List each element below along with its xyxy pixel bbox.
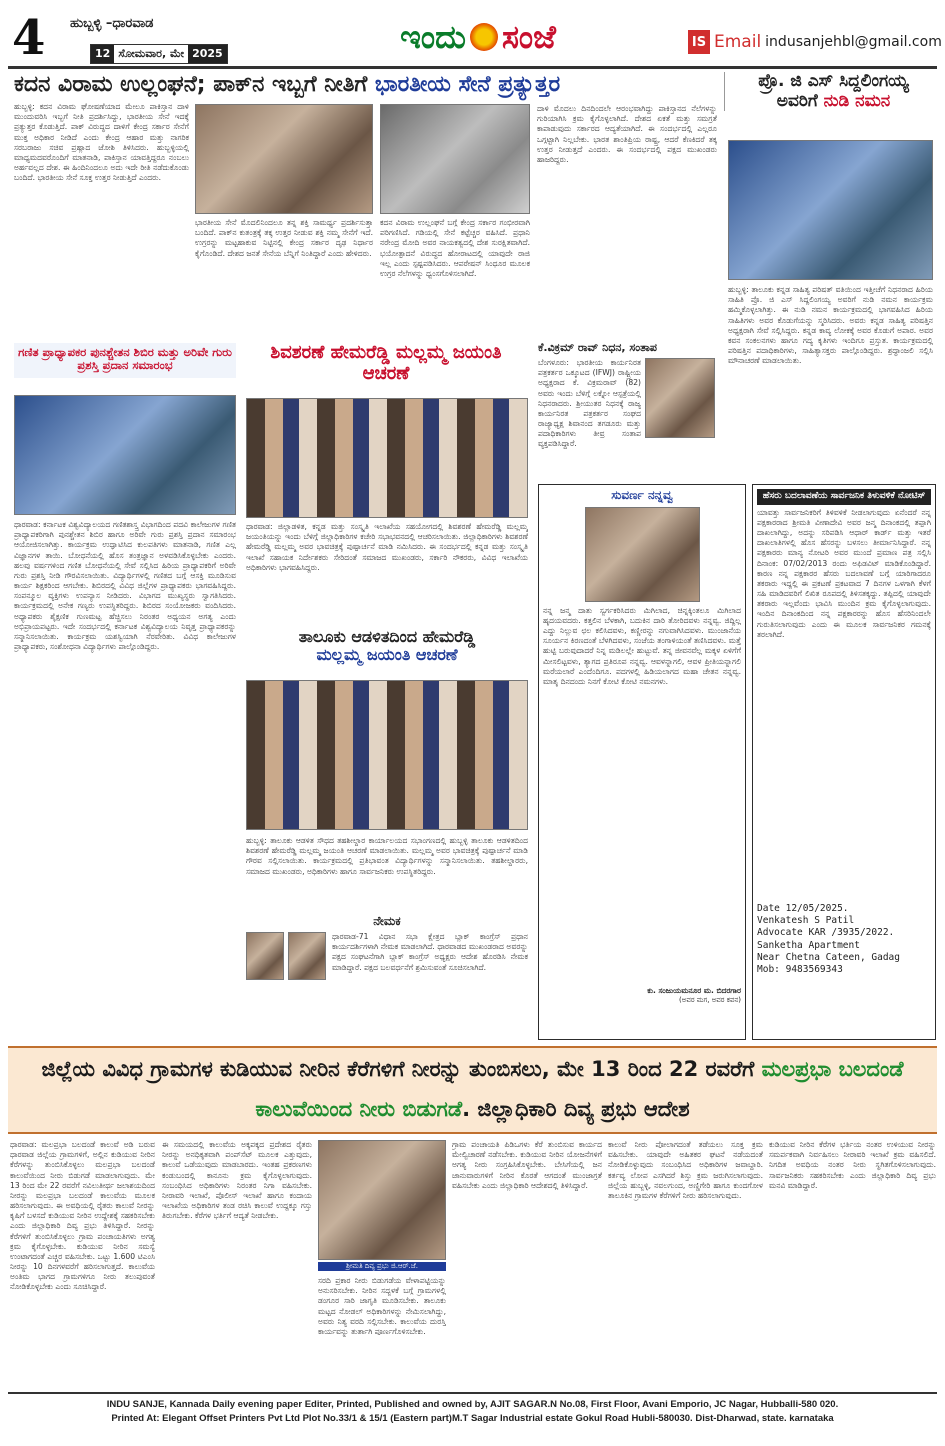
appointment-body: ಧಾರವಾಡ-71 ವಿಧಾನ ಸಭಾ ಕ್ಷೇತ್ರದ ಬ್ಲಾಕ್ ಕಾಂಗ್ರೆಸ್ ಪ್ರಧಾನ ಕಾರ್ಯದರ್ಶಿಗಳಾಗಿ ನೇಮಕ ಮಾಡಲಾಗಿದೆ. ಧಾರವಾಡದ ಮುಖಂಡರಾದ ಅವರನ್ನು ಪಕ್ಷದ ಸಂಘಟನೆಗಾಗಿ ಬ್ಲಾಕ್ ಕಾಂಗ್ರೆಸ್ ಅಧ್ಯಕ್ಷರು ಆದೇಶ ಹೊರಡಿಸಿ ನೇಮಕ ಮಾಡಿದ್ದಾರೆ. ಪಕ್ಷದ ಬಲವರ್ಧನೆಗೆ ಶ್ರಮಿಸುವಂತೆ ಸೂಚಿಸಲಾಗಿದೆ. (332, 932, 528, 972)
hemareddy1-headline-part2: ಹೇಮರೆಡ್ಡಿ ಮಲ್ಲಮ್ಮ ಜಯಂತಿ ಆಚರಣೆ (330, 342, 502, 384)
collector-photo-caption: ಶ್ರೀಮತಿ ದಿವ್ಯ ಪ್ರಭು ಜಿ.ಆರ್.ಜೆ. (318, 1262, 446, 1271)
masthead (378, 18, 578, 56)
masthead-text-1: ಇಂದು (400, 17, 466, 56)
hemareddy2-body: ಹುಬ್ಬಳ್ಳಿ: ತಾಲೂಕು ಆಡಳಿತ ಸೌಧದ ತಹಶೀಲ್ದಾರ ಕಾರ್ಯಾಲಯದ ಸಭಾಂಗಣದಲ್ಲಿ ಹುಬ್ಬಳ್ಳಿ ತಾಲೂಕು ಆಡಳಿತದಿಂದ ಶಿವಶರಣೆ ಹೇಮರೆಡ್ಡಿ ಮಲ್ಲಮ್ಮ ಜಯಂತಿ ಆಚರಣೆ ಮಾಡಲಾಯಿತು. ಮಲ್ಲಮ್ಮ ಅವರ ಭಾವಚಿತ್ರಕ್ಕೆ ಪುಷ್ಪಾರ್ಚನೆ ಮಾಡಿ ಗೌರವ ಸಲ್ಲಿಸಲಾಯಿತು. ಕಾರ್ಯಕ್ರಮದಲ್ಲಿ ಪ್ರತಿಭಾವಂತ ವಿದ್ಯಾರ್ಥಿಗಳನ್ನು ಸನ್ಮಾನಿಸಲಾಯಿತು. ತಹಶೀಲ್ದಾರರು, ಸಮಾಜದ ಮುಖಂಡರು, ಅಧಿಕಾರಿಗಳು ಹಾಗೂ ಸಾರ್ವಜನಿಕರು ಉಪಸ್ಥಿತರಿದ್ದರು. (246, 836, 528, 876)
poem-photo (585, 507, 700, 602)
obituary-body: ಬೆಂಗಳೂರು: ಭಾರತೀಯ ಕಾರ್ಯನಿರತ ಪತ್ರಕರ್ತರ ಒಕ್ಕೂಟದ (IFWJ) ರಾಷ್ಟ್ರೀಯ ಅಧ್ಯಕ್ಷರಾದ ಕೆ. ವಿಕ್ರಮರಾವ್ (82) ಅವರು ಇಂದು ಬೆಳಿಗ್ಗೆ ಲಕ್ನೋ ಆಸ್ಪತ್ರೆಯಲ್ಲಿ ನಿಧನರಾದರು. ಶ್ರೀಯುತರ ನಿಧನಕ್ಕೆ ರಾಜ್ಯ ಕಾರ್ಯನಿರತ ಪತ್ರಕರ್ತರ ಸಂಘದ ರಾಜ್ಯಾಧ್ಯಕ್ಷ ಶಿವಾನಂದ ತಗಡೂರು ಮತ್ತು ಪದಾಧಿಕಾರಿಗಳು ತೀವ್ರ ಸಂತಾಪ ವ್ಯಕ್ತಪಡಿಸಿದ್ದಾರೆ. (538, 358, 641, 449)
notice-address-1: Sanketha Apartment (757, 939, 860, 951)
issue-year: 2025 (188, 45, 227, 63)
notice-date: Date 12/05/2025. (757, 902, 849, 914)
appointee-photo-1 (246, 932, 284, 980)
poem-author: ಕು. ಸಂಜುಯಮನೂರ ಮ. ಬಿದರಗಾರ (647, 985, 741, 995)
lead-headline-part1: ಕದನ ವಿರಾಮ ಉಲ್ಲಂಘನೆ; ಪಾಕ್‌ನ ಇಬ್ಬಗೆ ನೀತಿಗೆ (14, 72, 368, 97)
math-photo (14, 395, 236, 515)
tribute-body: ಹುಬ್ಬಳ್ಳಿ: ತಾಲೂಕು ಕನ್ನಡ ಸಾಹಿತ್ಯ ಪರಿಷತ್ ವತಿಯಿಂದ ಇತ್ತೀಚೆಗೆ ನಿಧನರಾದ ಹಿರಿಯ ಸಾಹಿತಿ ಪ್ರೊ. ಜಿ ಎಸ್ ಸಿದ್ದಲಿಂಗಯ್ಯ ಅವರಿಗೆ ನುಡಿ ನಮನ ಕಾರ್ಯಕ್ರಮ ಹಮ್ಮಿಕೊಳ್ಳಲಾಗಿತ್ತು. ಈ ನುಡಿ ನಮನ ಕಾರ್ಯಕ್ರಮದಲ್ಲಿ ಭಾಗವಹಿಸಿದ ಹಿರಿಯ ಸಾಹಿತಿಗಳು ಅವರ ಕೊಡುಗೆಯನ್ನು ಸ್ಮರಿಸಿದರು. ಅವರು ಕನ್ನಡ ಸಾಹಿತ್ಯ ಪರಿಷತ್ತಿನ ಅಧ್ಯಕ್ಷರಾಗಿ ಸೇವೆ ಸಲ್ಲಿಸಿದ್ದರು. ಕನ್ನಡ ಕಾವ್ಯ ಲೋಕಕ್ಕೆ ಅವರ ಕೊಡುಗೆ ಅಪಾರ. ಅವರ ಕವನ ಸಂಕಲನಗಳು ಹಾಗೂ ಗದ್ಯ ಕೃತಿಗಳು ಇಂದಿಗೂ ಪ್ರಸ್ತುತ. ಕಾರ್ಯಕ್ರಮದಲ್ಲಿ ಪರಿಷತ್ತಿನ ಪದಾಧಿಕಾರಿಗಳು, ಸಾಹಿತ್ಯಾಸಕ್ತರು ಪಾಲ್ಗೊಂಡಿದ್ದರು. ಶ್ರದ್ಧಾಂಜಲಿ ಸಲ್ಲಿಸಿ ಮೌನಾಚರಣೆ ಮಾಡಲಾಯಿತು. (728, 285, 933, 366)
tribute-headline-line2 (731, 92, 936, 112)
notice-signatory: Venkatesh S Patil (757, 915, 855, 927)
water-column-6: ಕುಡಿಯುವ ನೀರಿನ ಕೆರೆಗಳ ಭರ್ತಿಯ ನಂತರ ಉಳಿಯುವ ನೀರನ್ನು ಸಮರ್ಪಕವಾಗಿ ನಿರ್ವಹಿಸಲು ನೀರಾವರಿ ಇಲಾಖೆ ಕ್ರಮ ವಹಿಸಲಿದೆ. ನಿಗದಿತ ಅವಧಿಯ ನಂತರ ನೀರು ಸ್ಥಗಿತಗೊಳಿಸಲಾಗುವುದು. ಸಾರ್ವಜನಿಕರು ಸಹಕರಿಸಬೇಕು ಎಂದು ಜಿಲ್ಲಾಧಿಕಾರಿ ದಿವ್ಯ ಪ್ರಭು ಮನವಿ ಮಾಡಿದ್ದಾರೆ. (769, 1140, 936, 1190)
poem-box (538, 484, 746, 1040)
hemareddy2-headline (246, 628, 528, 665)
hemareddy1-headline-part1: ಶಿವಶರಣೆ (270, 342, 331, 363)
notice-headline: ಹೆಸರು ಬದಲಾವಣೆಯ ಸಾರ್ವಜನಿಕ ತಿಳುವಳಿಕೆ ನೋಟಿಸ್ (757, 489, 931, 505)
sun-icon (470, 23, 498, 51)
water-headline-part2: ಮಲಪ್ರಭಾ ಬಲದಂಡೆ ಕಾಲುವೆಯಿಂದ ನೀರು ಬಿಡುಗಡೆ (255, 1057, 904, 1121)
page-number: 4 (12, 10, 46, 66)
lead-column-1: ಹುಬ್ಬಳ್ಳಿ: ಕದನ ವಿರಾಮ ಘೋಷಣೆಯಾದ ಮೇಲೂ ಪಾಕಿಸ್ತಾನ ದಾಳಿ ಮುಂದುವರಿಸಿ ಇಬ್ಬಗೆ ನೀತಿ ಪ್ರದರ್ಶಿಸಿದ್ದು, ಭಾರತೀಯ ಸೇನೆ ಇದಕ್ಕೆ ಪ್ರತ್ಯುತ್ತರ ಕೊಡುತ್ತಿದೆ. ಪಾಕ್ ವಿರುದ್ಧದ ದಾಳಿಗೆ ಕೇಂದ್ರ ಸರ್ಕಾರ ಸೇನೆಗೆ ಮುಕ್ತ ಅಧಿಕಾರ ನೀಡಿದೆ ಎಂದು ಕೇಂದ್ರ ಆಹಾರ ಮತ್ತು ನಾಗರಿಕ ಸರಬರಾಜು ಸಚಿವ ಪ್ರಹ್ಲಾದ ಜೋಶಿ ತಿಳಿಸಿದರು. ಹುಬ್ಬಳ್ಳಿಯಲ್ಲಿ ಮಾಧ್ಯಮದವರೊಂದಿಗೆ ಮಾತನಾಡಿ, ಪಾಕಿಸ್ತಾನ ಯಾವತ್ತಿದ್ದರೂ ನಂಬಲು ಅರ್ಹವಲ್ಲದ ದೇಶ. ಈ ಹಿಂದಿನಿಂದಲೂ ಅದು ಇದೇ ರೀತಿ ನಡೆದುಕೊಂಡು ಬಂದಿದೆ. ಭಾರತೀಯ ಸೇನೆ ಸೂಕ್ತ ಉತ್ತರ ನೀಡುತ್ತಿದೆ ಎಂದರು. (14, 102, 189, 183)
math-body: ಧಾರವಾಡ: ಕರ್ನಾಟಕ ವಿಶ್ವವಿದ್ಯಾಲಯದ ಗಣಿತಶಾಸ್ತ್ರ ವಿಭಾಗದಿಂದ ಪದವಿ ಕಾಲೇಜುಗಳ ಗಣಿತ ಪ್ರಾಧ್ಯಾಪಕರಿಗಾಗಿ ಪುನಶ್ಚೇತನ ಶಿಬಿರ ಹಾಗೂ ಅರಿವೇ ಗುರು ಪ್ರಶಸ್ತಿ ಪ್ರದಾನ ಸಮಾರಂಭ ಆಯೋಜಿಸಲಾಗಿತ್ತು. ಕಾರ್ಯಕ್ರಮ ಉದ್ಘಾಟಿಸಿದ ಕುಲಪತಿಗಳು ಮಾತನಾಡಿ, ಗಣಿತ ಎಲ್ಲ ವಿಜ್ಞಾನಗಳ ತಾಯಿ. ಬೋಧನೆಯಲ್ಲಿ ಹೊಸ ತಂತ್ರಜ್ಞಾನ ಅಳವಡಿಸಿಕೊಳ್ಳಬೇಕು ಎಂದರು. ಹಲವು ವರ್ಷಗಳಿಂದ ಗಣಿತ ಬೋಧನೆಯಲ್ಲಿ ಸೇವೆ ಸಲ್ಲಿಸಿದ ಹಿರಿಯ ಪ್ರಾಧ್ಯಾಪಕರಿಗೆ ಅರಿವೇ ಗುರು ಪ್ರಶಸ್ತಿ ನೀಡಿ ಗೌರವಿಸಲಾಯಿತು. ವಿದ್ಯಾರ್ಥಿಗಳಲ್ಲಿ ಗಣಿತದ ಬಗ್ಗೆ ಆಸಕ್ತಿ ಮೂಡಿಸುವ ಕಾರ್ಯ ಶಿಕ್ಷಕರಿಂದ ಆಗಬೇಕು. ಶಿಬಿರದಲ್ಲಿ ವಿವಿಧ ಜಿಲ್ಲೆಗಳ ಪ್ರಾಧ್ಯಾಪಕರು ಭಾಗವಹಿಸಿದ್ದರು. ಸಂಪನ್ಮೂಲ ವ್ಯಕ್ತಿಗಳು ಉಪನ್ಯಾಸ ನೀಡಿದರು. ವಿಭಾಗದ ಮುಖ್ಯಸ್ಥರು ಸ್ವಾಗತಿಸಿದರು. ಕಾರ್ಯಕ್ರಮದಲ್ಲಿ ಅನೇಕ ಗಣ್ಯರು ಉಪಸ್ಥಿತರಿದ್ದರು. ಶಿಬಿರದ ಸಂಯೋಜಕರು ವಂದಿಸಿದರು. ಅಧ್ಯಾಪಕರು ಶೈಕ್ಷಣಿಕ ಗುಣಮಟ್ಟ ಹೆಚ್ಚಿಸಲು ನಿರಂತರ ಅಧ್ಯಯನ ಅಗತ್ಯ ಎಂದು ಅಭಿಪ್ರಾಯಪಟ್ಟರು. ಇದೇ ಸಂದರ್ಭದಲ್ಲಿ ಕರ್ನಾಟಕ ವಿಶ್ವವಿದ್ಯಾಲಯ ನಿವೃತ್ತ ಪ್ರಾಧ್ಯಾಪಕರನ್ನು ಸನ್ಮಾನಿಸಲಾಯಿತು. ಕಾರ್ಯಕ್ರಮ ಯಶಸ್ವಿಯಾಗಿ ನೆರವೇರಿತು. ವಿವಿಧ ಕಾಲೇಜುಗಳ ಪ್ರಾಧ್ಯಾಪಕರು, ಸಂಶೋಧನಾ ವಿದ್ಯಾರ್ಥಿಗಳು ಪಾಲ್ಗೊಂಡಿದ್ದರು. (14, 520, 236, 652)
header-rule (8, 66, 937, 69)
water-column-2: ಈ ಸಮಯದಲ್ಲಿ ಕಾಲುವೆಯ ಅಕ್ಕಪಕ್ಕದ ಪ್ರದೇಶದ ರೈತರು ನೀರನ್ನು ಅನಧಿಕೃತವಾಗಿ ಪಂಪ್‌ಸೆಟ್ ಮೂಲಕ ಎತ್ತುವುದು, ಕಾಲುವೆ ಒಡೆಯುವುದು ಮಾಡಬಾರದು. ಇಂತಹ ಪ್ರಕರಣಗಳು ಕಂಡುಬಂದಲ್ಲಿ ಕಾನೂನು ಕ್ರಮ ಕೈಗೊಳ್ಳಲಾಗುವುದು. ಸಂಬಂಧಿಸಿದ ಅಧಿಕಾರಿಗಳು ನಿರಂತರ ನಿಗಾ ವಹಿಸಬೇಕು. ನೀರಾವರಿ ಇಲಾಖೆ, ಪೊಲೀಸ್ ಇಲಾಖೆ ಹಾಗೂ ಕಂದಾಯ ಇಲಾಖೆಯ ಅಧಿಕಾರಿಗಳ ತಂಡ ರಚಿಸಿ ಕಾಲುವೆ ಉದ್ದಕ್ಕೂ ಗಸ್ತು ತಿರುಗಬೇಕು. ಕೆರೆಗಳ ಭರ್ತಿಗೆ ಆದ್ಯತೆ ನೀಡಬೇಕು. (162, 1140, 312, 1221)
poem-headline: ಸುವರ್ಣ ನನ್ನವ್ವ (611, 488, 673, 502)
hemareddy1-body: ಧಾರವಾಡ: ಜಿಲ್ಲಾಡಳಿತ, ಕನ್ನಡ ಮತ್ತು ಸಂಸ್ಕೃತಿ ಇಲಾಖೆಯ ಸಹಯೋಗದಲ್ಲಿ ಶಿವಶರಣೆ ಹೇಮರೆಡ್ಡಿ ಮಲ್ಲಮ್ಮ ಜಯಂತಿಯನ್ನು ಇಂದು ಬೆಳಿಗ್ಗೆ ಜಿಲ್ಲಾಧಿಕಾರಿಗಳ ಕಚೇರಿ ಸಭಾಭವನದಲ್ಲಿ ಆಚರಿಸಲಾಯಿತು. ಜಿಲ್ಲಾಧಿಕಾರಿಗಳು ಶಿವಶರಣೆ ಹೇಮರೆಡ್ಡಿ ಮಲ್ಲಮ್ಮ ಅವರ ಭಾವಚಿತ್ರಕ್ಕೆ ಪುಷ್ಪಾರ್ಚನೆ ಮಾಡಿ ನಮಿಸಿದರು. ಈ ಸಂದರ್ಭದಲ್ಲಿ ಕನ್ನಡ ಮತ್ತು ಸಂಸ್ಕೃತಿ ಇಲಾಖೆ ಸಹಾಯಕ ನಿರ್ದೇಶಕರು ಸೇರಿದಂತೆ ಸಮಾಜದ ಮುಖಂಡರು, ಸರ್ಕಾರಿ ನೌಕರರು, ವಿವಿಧ ಇಲಾಖೆಯ ಅಧಿಕಾರಿಗಳು ಭಾಗವಹಿಸಿದ್ದರು. (246, 522, 528, 572)
appointment-headline: ನೇಮಕ (373, 914, 401, 928)
lead-column-2: ಭಾರತೀಯ ಸೇನೆ ಮೊದಲಿನಿಂದಲೂ ತನ್ನ ಶಕ್ತಿ ಸಾಮರ್ಥ್ಯ ಪ್ರದರ್ಶಿಸುತ್ತಾ ಬಂದಿದೆ. ಪಾಕ್‌ನ ಕುತಂತ್ರಕ್ಕೆ ತಕ್ಕ ಉತ್ತರ ನೀಡುವ ಶಕ್ತಿ ನಮ್ಮ ಸೇನೆಗೆ ಇದೆ. ಉಗ್ರರನ್ನು ಮಟ್ಟಹಾಕುವ ನಿಟ್ಟಿನಲ್ಲಿ ಕೇಂದ್ರ ಸರ್ಕಾರ ದೃಢ ನಿರ್ಧಾರ ಕೈಗೊಂಡಿದೆ. ದೇಶದ ಜನತೆ ಸೇನೆಯ ಬೆನ್ನಿಗೆ ನಿಂತಿದ್ದಾರೆ ಎಂದು ಹೇಳಿದರು. (195, 218, 373, 258)
obituary-headline: ಕೆ.ವಿಕ್ರಮ್ ರಾವ್ ನಿಧನ, ಸಂತಾಪ (538, 341, 657, 354)
hemareddy1-headline (246, 343, 526, 384)
is-logo-icon: IS (688, 30, 710, 54)
notice-body: ಯಾವತ್ತು ಸಾರ್ವಜನಿಕರಿಗೆ ತಿಳಿವಳಿಕೆ ನೀಡಲಾಗುವುದು ಏನೆಂದರೆ ನನ್ನ ಪಕ್ಷಕಾರರಾದ ಶ್ರೀಮತಿ ವೀಣಾದೇವಿ ಅವರ ಜನ್ಮ ದಿನಾಂಕದಲ್ಲಿ ತಪ್ಪಾಗಿ ದಾಖಲಾಗಿದ್ದು, ಅದನ್ನು ಸರಿಪಡಿಸಿ ಆಧಾರ್ ಕಾರ್ಡ್ ಮತ್ತು ಇತರೆ ದಾಖಲಾತಿಗಳಲ್ಲಿ ಹೊಸ ಹೆಸರನ್ನು ಬಳಸಲು ತೀರ್ಮಾನಿಸಿದ್ದಾರೆ. ನನ್ನ ಪಕ್ಷಕಾರರು ಮಾನ್ಯ ನೋಟರಿ ಅವರ ಮುಂದೆ ಪ್ರಮಾಣ ಪತ್ರ ಸಲ್ಲಿಸಿ ದಿನಾಂಕ: 07/02/2013 ರಂದು ಅಫಿಡವಿಟ್ ಮಾಡಿಕೊಂಡಿದ್ದಾರೆ. ಕಾರಣ ನನ್ನ ಪಕ್ಷಕಾರರ ಹೆಸರು ಬದಲಾವಣೆ ಬಗ್ಗೆ ಯಾರಿಗಾದರೂ ತಕರಾರು ಇದ್ದಲ್ಲಿ ಈ ಪ್ರಕಟಣೆ ಪ್ರಕಟವಾದ 7 ದಿನಗಳ ಒಳಗಾಗಿ ಕೆಳಗೆ ಸಹಿ ಮಾಡಿದವರಿಗೆ ಲಿಖಿತ ರೂಪದಲ್ಲಿ ತಿಳಿಸತಕ್ಕದ್ದು. ತಪ್ಪಿದಲ್ಲಿ ಯಾವುದೇ ತಕರಾರು ಇಲ್ಲವೆಂದು ಭಾವಿಸಿ ಮುಂದಿನ ಕ್ರಮ ಕೈಗೊಳ್ಳಲಾಗುವುದು. ಇಂದಿನ ದಿನಾಂಕದಿಂದ ನನ್ನ ಪಕ್ಷಕಾರರನ್ನು ಹೊಸ ಹೆಸರಿನಿಂದಲೇ ಗುರುತಿಸಲಾಗುವುದು ಎಂದು ಈ ಮೂಲಕ ಸಾರ್ವಜನಿಕರ ಗಮನಕ್ಕೆ ತರಲಾಗಿದೆ. (757, 507, 931, 639)
tribute-block (724, 72, 936, 111)
imprint-line-1: INDU SANJE, Kannada Daily evening paper Editer, Printed, Published and owned by, AJIT SAGAR.N No.08, First Floor, Avani Emporio, JC Nagar, Hubballi-580 020. (106, 1399, 839, 1410)
imprint-line-2: Printed At: Elegant Offset Printers Pvt Ltd Plot No.33/1 & 15/1 (Eastern part)M.T Sagar Industrial estate Gokul Road Hubli-580030. Dist-Dharwad, state. karnataka (111, 1413, 834, 1425)
tribute-headline-line2b: ನುಡಿ ನಮನ (823, 90, 891, 111)
water-column-4: ಗ್ರಾಮ ಪಂಚಾಯತಿ ಪಿಡಿಒಗಳು ಕೆರೆ ತುಂಬಿಸುವ ಕಾರ್ಯದ ಮೇಲ್ವಿಚಾರಣೆ ನಡೆಸಬೇಕು. ಕುಡಿಯುವ ನೀರಿನ ಯೋಜನೆಗಳಿಗೆ ಅಗತ್ಯ ನೀರು ಸಂಗ್ರಹಿಸಿಕೊಳ್ಳಬೇಕು. ಬೇಸಿಗೆಯಲ್ಲಿ ಜನ ಜಾನುವಾರುಗಳಿಗೆ ನೀರಿನ ಕೊರತೆ ಆಗದಂತೆ ಮುಂಜಾಗ್ರತೆ ವಹಿಸಬೇಕು ಎಂದು ಜಿಲ್ಲಾಧಿಕಾರಿ ಆದೇಶದಲ್ಲಿ ತಿಳಿಸಿದ್ದಾರೆ. (452, 1140, 602, 1190)
email-address[interactable]: indusanjehbl@gmail.com (765, 34, 942, 50)
lead-photo (195, 104, 373, 214)
lead-headline (14, 72, 719, 97)
hemareddy2-headline-line1: ತಾಲೂಕು ಆಡಳಿತದಿಂದ ಹೇಮರೆಡ್ಡಿ (298, 627, 476, 646)
lead-column-4: ದಾಳಿ ಮೊದಲು ದಿನದಿಂದಲೇ ಆರಂಭವಾಗಿದ್ದು ಪಾಕಿಸ್ತಾನದ ನೆಲೆಗಳನ್ನು ಗುರಿಯಾಗಿಸಿ ಕ್ರಮ ಕೈಗೊಳ್ಳಲಾಗಿದೆ. ದೇಶದ ಏಕತೆ ಮತ್ತು ಸಮಗ್ರತೆ ಕಾಪಾಡುವುದು ಸರ್ಕಾರದ ಆದ್ಯತೆಯಾಗಿದೆ. ಈ ಸಂದರ್ಭದಲ್ಲಿ ಎಲ್ಲರೂ ಒಗ್ಗಟ್ಟಾಗಿ ನಿಲ್ಲಬೇಕು. ಭಾರತ ಶಾಂತಿಪ್ರಿಯ ರಾಷ್ಟ್ರ, ಆದರೆ ಕೆಣಕಿದರೆ ತಕ್ಕ ಉತ್ತರ ನೀಡುತ್ತದೆ ಎಂದರು. ಈ ಸಂದರ್ಭದಲ್ಲಿ ಪಕ್ಷದ ಮುಖಂಡರು ಹಾಜರಿದ್ದರು. (537, 104, 717, 164)
edition-city: ಹುಬ್ಬಳ್ಳಿ –ಧಾರವಾಡ (70, 16, 154, 31)
masthead-text-2: ಸಂಜೆ (501, 17, 556, 56)
notice-box (752, 484, 936, 1040)
math-headline: ಗಣಿತ ಪ್ರಾಧ್ಯಾಪಕರ ಪುನಶ್ಚೇತನ ಶಿಬಿರ ಮತ್ತು ಅರಿವೇ ಗುರು ಪ್ರಶಸ್ತಿ ಪ್ರದಾನ ಸಮಾರಂಭ (18, 345, 232, 373)
water-headline (8, 1046, 937, 1134)
hemareddy2-photo (246, 680, 528, 830)
notice-mobile: Mob: 9483569343 (757, 964, 843, 976)
water-column-1: ಧಾರವಾಡ: ಮಲಪ್ರಭಾ ಬಲದಂಡೆ ಕಾಲುವೆ ಅಡಿ ಬರುವ ಧಾರವಾಡ ಜಿಲ್ಲೆಯ ಗ್ರಾಮಗಳಿಗೆ, ಅಲ್ಲಿನ ಕುಡಿಯುವ ನೀರಿನ ಕೆರೆಗಳನ್ನು ತುಂಬಿಸಿಕೊಳ್ಳಲು ಮಲಪ್ರಭಾ ಬಲದಂಡೆ ಕಾಲುವೆಯಿಂದ ನೀರು ಬಿಡುಗಡೆ ಮಾಡಲಾಗುವುದು. ಮೇ 13 ರಿಂದ ಮೇ 22 ರವರೆಗೆ ನವಿಲುತೀರ್ಥ ಜಲಾಶಯದಿಂದ ನೀರನ್ನು ಮಲಪ್ರಭಾ ಬಲದಂಡೆ ಕಾಲುವೆಯ ಮೂಲಕ ಹರಿಸಲಾಗುವುದು. ಈ ಅವಧಿಯಲ್ಲಿ ರೈತರು ಕಾಲುವೆ ನೀರನ್ನು ಕೃಷಿಗೆ ಬಳಸದೆ ಕುಡಿಯುವ ನೀರಿನ ಉದ್ದೇಶಕ್ಕೆ ಸಹಕರಿಸಬೇಕು ಎಂದು ಜಿಲ್ಲಾಧಿಕಾರಿ ದಿವ್ಯ ಪ್ರಭು ತಿಳಿಸಿದ್ದಾರೆ. ನೀರನ್ನು ಕೆರೆಗಳಿಗೆ ತುಂಬಿಸಿಕೊಳ್ಳಲು ಗ್ರಾಮ ಪಂಚಾಯತಿಗಳು ಅಗತ್ಯ ಕ್ರಮ ಕೈಗೊಳ್ಳಬೇಕು. ಕುಡಿಯುವ ನೀರಿನ ಸಮಸ್ಯೆ ಉಂಟಾಗದಂತೆ ಎಚ್ಚರ ವಹಿಸಬೇಕು. ಒಟ್ಟು 1.600 ಟಿಎಂಸಿ ನೀರನ್ನು 10 ದಿನಗಳವರೆಗೆ ಹರಿಸಲಾಗುತ್ತದೆ. ಕಾಲುವೆಯ ಅಂತಿಮ ಭಾಗದ ಗ್ರಾಮಗಳಿಗೂ ನೀರು ತಲುಪುವಂತೆ ನೋಡಿಕೊಳ್ಳಬೇಕು ಎಂದು ಸೂಚಿಸಿದ್ದಾರೆ. (10, 1140, 155, 1292)
appointee-photo-2 (288, 932, 326, 980)
hemareddy2-headline-line2: ಮಲ್ಲಮ್ಮ ಜಯಂತಿ ಆಚರಣೆ (316, 645, 458, 665)
imprint-footer (8, 1392, 937, 1436)
poem-author-role: (ಅವರ ಮಗ, ಅವರ ಕವನ) (679, 995, 741, 1004)
water-headline-part1: ಜಿಲ್ಲೆಯ ವಿವಿಧ ಗ್ರಾಮಗಳ ಕುಡಿಯುವ ನೀರಿನ ಕೆರೆಗಳಿಗೆ ನೀರನ್ನು ತುಂಬಿಸಲು, ಮೇ 13 ರಿಂದ 22 ರವರೆಗೆ (41, 1057, 762, 1081)
obituary-photo (645, 358, 715, 438)
issue-date (90, 44, 228, 64)
water-column-3: ಸರದಿ ಪ್ರಕಾರ ನೀರು ಬಿಡುಗಡೆಯ ವೇಳಾಪಟ್ಟಿಯನ್ನು ಅನುಸರಿಸಬೇಕು. ನೀರಿನ ಸದ್ಬಳಕೆ ಬಗ್ಗೆ ಗ್ರಾಮಗಳಲ್ಲಿ ಡಂಗೂರ ಸಾರಿ ಜಾಗೃತಿ ಮೂಡಿಸಬೇಕು. ತಾಲೂಕು ಮಟ್ಟದ ನೋಡಲ್ ಅಧಿಕಾರಿಗಳನ್ನು ನೇಮಿಸಲಾಗಿದ್ದು, ಅವರು ನಿತ್ಯ ವರದಿ ಸಲ್ಲಿಸಬೇಕು. ಕಾಲುವೆಯ ದುರಸ್ತಿ ಕಾರ್ಯವನ್ನು ತುರ್ತಾಗಿ ಪೂರ್ಣಗೊಳಿಸಬೇಕು. (318, 1276, 446, 1336)
water-column-5: ಕಾಲುವೆ ನೀರು ಪೋಲಾಗದಂತೆ ತಡೆಯಲು ಸೂಕ್ತ ಕ್ರಮ ವಹಿಸಬೇಕು. ಯಾವುದೇ ಅಹಿತಕರ ಘಟನೆ ನಡೆಯದಂತೆ ನೋಡಿಕೊಳ್ಳುವುದು ಸಂಬಂಧಿಸಿದ ಅಧಿಕಾರಿಗಳ ಜವಾಬ್ದಾರಿ. ಕರ್ತವ್ಯ ಲೋಪ ಎಸಗಿದರೆ ಶಿಸ್ತು ಕ್ರಮ ಜರುಗಿಸಲಾಗುವುದು. ಜಿಲ್ಲೆಯ ಹುಬ್ಬಳ್ಳಿ, ನವಲಗುಂದ, ಅಣ್ಣಿಗೇರಿ ಹಾಗೂ ಕುಂದಗೋಳ ತಾಲೂಕಿನ ಗ್ರಾಮಗಳ ಕೆರೆಗಳಿಗೆ ನೀರು ಹರಿಸಲಾಗುವುದು. (608, 1140, 763, 1200)
tribute-headline-line1: ಪ್ರೊ. ಜಿ ಎಸ್ ಸಿದ್ದಲಿಂಗಯ್ಯ (758, 71, 909, 91)
contact-email (688, 30, 942, 54)
tribute-headline-line2a: ಅವರಿಗೆ (776, 90, 824, 111)
lead-column-3: ಕದನ ವಿರಾಮ ಉಲ್ಲಂಘನೆ ಬಗ್ಗೆ ಕೇಂದ್ರ ಸರ್ಕಾರ ಗಂಭೀರವಾಗಿ ಪರಿಗಣಿಸಿದೆ. ಗಡಿಯಲ್ಲಿ ಸೇನೆ ಕಟ್ಟೆಚ್ಚರ ವಹಿಸಿದೆ. ಪ್ರಧಾನಿ ನರೇಂದ್ರ ಮೋದಿ ಅವರ ನಾಯಕತ್ವದಲ್ಲಿ ದೇಶ ಸುರಕ್ಷಿತವಾಗಿದೆ. ಭಯೋತ್ಪಾದನೆ ವಿರುದ್ಧದ ಹೋರಾಟದಲ್ಲಿ ಯಾವುದೇ ರಾಜಿ ಇಲ್ಲ ಎಂದು ಸ್ಪಷ್ಟಪಡಿಸಿದರು. ಆಪರೇಷನ್ ಸಿಂಧೂರ ಮೂಲಕ ಉಗ್ರರ ನೆಲೆಗಳನ್ನು ಧ್ವಂಸಗೊಳಿಸಲಾಗಿದೆ. (380, 218, 530, 278)
water-headline-part3: . ಜಿಲ್ಲಾಧಿಕಾರಿ ದಿವ್ಯ ಪ್ರಭು ಆದೇಶ (462, 1096, 690, 1121)
notice-address-2: Near Chetna Cateen, Gadag (757, 952, 900, 964)
email-label: Email (714, 32, 762, 52)
poem-body: ನನ್ನ ಜನ್ಮ ದಾತು ಸ್ವರ್ಗಕರಿಸಿದರು ಮಿಗಿಲಾದ, ಚಿನ್ನಕ್ಕಿಂತಲೂ ಮಿಗಿಲಾದ ಹೃದಯವದರು. ಕತ್ತಲಿನ ಬೆಳಕಾಗಿ, ಬದುಕಿನ ದಾರಿ ತೋರಿದವಳು ನನ್ನವ್ವ. ಜಿದ್ದಿಲ್ಲ ಎದ್ದು ನಿಲ್ಲುವ ಛಲ ಕಲಿಸಿದವಳು, ಕಣ್ಣೀರನ್ನು ನಗುವಾಗಿಸಿದವಳು. ಮುಂಜಾನೆಯ ಸೂರ್ಯನ ಕಿರಣದಂತೆ ಬೆಳಗಿದವಳು, ಸಂಜೆಯ ತಂಗಾಳಿಯಂತೆ ತಣಿಸಿದವಳು. ಮತ್ತೆ ಹುಟ್ಟಿ ಬರುವುದಾದರೆ ನಿನ್ನ ಮಡಿಲಲ್ಲೇ ಹುಟ್ಟುವೆ. ತನ್ನ ಜೀವನವೆಲ್ಲ ಮಕ್ಕಳ ಏಳಿಗೆಗೆ ಮೀಸಲಿಟ್ಟವಳು, ತ್ಯಾಗದ ಪ್ರತಿರೂಪ ನನ್ನವ್ವ. ಆವಳನ್ನಾಗಲಿ, ಆವಳ ಪ್ರೀತಿಯನ್ನಾಗಲಿ ಮರೆಯಲಾರೆ ಎಂದೆಂದಿಗೂ. ಪದಗಳಲ್ಲಿ ಹಿಡಿಯಲಾಗದ ಮಹಾ ಚೇತನ ನನ್ನವ್ವ. ಮಾತೃ ದಿನದಂದು ನಿನಗೆ ಕೋಟಿ ಕೋಟಿ ನಮನಗಳು. (543, 605, 741, 686)
issue-day: 12 (91, 45, 114, 63)
lead-photo-2 (380, 104, 530, 214)
issue-weekday-month: ಸೋಮವಾರ, ಮೇ (118, 47, 185, 60)
hemareddy1-photo (246, 398, 528, 518)
tribute-photo (728, 140, 933, 280)
collector-photo (318, 1140, 446, 1260)
math-headline-box (14, 343, 236, 378)
notice-enrolment: Advocate KAR /3935/2022. (757, 927, 895, 939)
lead-headline-part2: ಭಾರತೀಯ ಸೇನೆ ಪ್ರತ್ಯುತ್ತರ (374, 72, 561, 97)
